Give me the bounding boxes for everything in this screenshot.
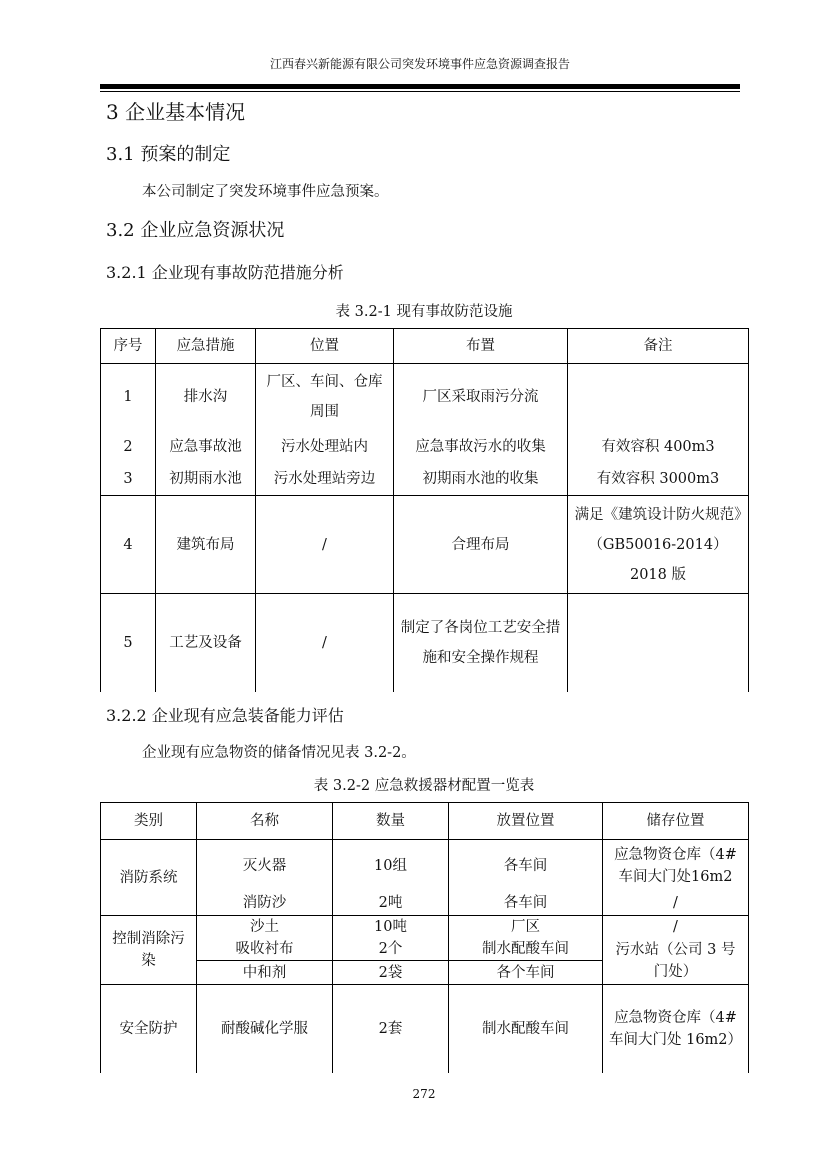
cell: 消防沙 — [197, 892, 333, 916]
cell: 污水处理站旁边 — [256, 464, 394, 496]
table-header-row — [101, 329, 749, 364]
table-row — [101, 916, 749, 939]
cell: 2袋 — [333, 961, 449, 985]
header-rule-thin — [100, 91, 740, 92]
section-3-2-2-heading: 3.2.2 企业现有应急装备能力评估 — [106, 706, 344, 725]
cell: 有效容积 3000m3 — [568, 464, 749, 496]
cell: / — [603, 892, 749, 916]
cell: 应急事故池 — [156, 430, 256, 464]
page-number: 272 — [412, 1087, 436, 1101]
col-header: 数量 — [333, 803, 449, 840]
section-3-2-2-text: 企业现有应急物资的储备情况见表 3.2-2。 — [142, 745, 416, 761]
cell: 各车间 — [449, 892, 603, 916]
cell: 2吨 — [333, 892, 449, 916]
cell: 应急物资仓库（4#车间大门处 16m2） — [603, 985, 749, 1073]
table-row — [101, 594, 749, 692]
cell: 4 — [101, 496, 156, 594]
cell: / — [603, 916, 749, 939]
group-cell: 控制消除污染 — [101, 916, 197, 985]
cell: 10组 — [333, 840, 449, 892]
cell: 各个车间 — [449, 961, 603, 985]
table-row — [101, 985, 749, 1073]
col-header: 位置 — [256, 329, 394, 364]
cell: 厂区、车间、仓库周围 — [256, 364, 394, 430]
cell: 厂区 — [449, 916, 603, 939]
cell: 2个 — [333, 938, 449, 961]
cell: 初期雨水池的收集 — [394, 464, 568, 496]
group-cell: 消防系统 — [101, 840, 197, 916]
cell: 工艺及设备 — [156, 594, 256, 692]
cell: 有效容积 400m3 — [568, 430, 749, 464]
cell: 污水站（公司 3 号门处） — [603, 938, 749, 985]
cell: 应急物资仓库（4#车间大门处16m2 — [603, 840, 749, 892]
cell: 10吨 — [333, 916, 449, 939]
accident-prevention-table — [100, 328, 749, 692]
table-row — [101, 892, 749, 916]
cell: 厂区采取雨污分流 — [394, 364, 568, 430]
group-cell: 安全防护 — [101, 985, 197, 1073]
page-header: 江西春兴新能源有限公司突发环境事件应急资源调查报告 — [269, 57, 570, 71]
table-row — [101, 496, 749, 594]
section-3-2-heading: 3.2 企业应急资源状况 — [106, 220, 285, 241]
cell: 耐酸碱化学服 — [197, 985, 333, 1073]
col-header: 备注 — [568, 329, 749, 364]
cell: 制水配酸车间 — [449, 938, 603, 961]
section-3-2-1-heading: 3.2.1 企业现有事故防范措施分析 — [106, 263, 344, 282]
cell: 污水处理站内 — [256, 430, 394, 464]
cell: 合理布局 — [394, 496, 568, 594]
table-row — [101, 840, 749, 892]
emergency-equipment-table — [100, 802, 749, 1073]
cell — [568, 364, 749, 430]
cell: 初期雨水池 — [156, 464, 256, 496]
col-header: 放置位置 — [449, 803, 603, 840]
col-header: 应急措施 — [156, 329, 256, 364]
table2-caption: 表 3.2-2 应急救援器材配置一览表 — [313, 778, 535, 794]
table-row — [101, 938, 749, 961]
cell: 应急事故污水的收集 — [394, 430, 568, 464]
table-row — [101, 430, 749, 464]
cell: 制定了各岗位工艺安全措施和安全操作规程 — [394, 594, 568, 692]
cell: 2 — [101, 430, 156, 464]
cell: 中和剂 — [197, 961, 333, 985]
table1-caption: 表 3.2-1 现有事故防范设施 — [335, 304, 513, 320]
section-3-heading: 3 企业基本情况 — [106, 100, 246, 124]
cell: 各车间 — [449, 840, 603, 892]
cell: 5 — [101, 594, 156, 692]
col-header: 名称 — [197, 803, 333, 840]
cell: 吸收衬布 — [197, 938, 333, 961]
cell — [568, 594, 749, 692]
table-row — [101, 364, 749, 430]
header-rule — [100, 84, 740, 89]
cell: 排水沟 — [156, 364, 256, 430]
col-header: 类别 — [101, 803, 197, 840]
col-header: 序号 — [101, 329, 156, 364]
cell: 制水配酸车间 — [449, 985, 603, 1073]
table-header-row — [101, 803, 749, 840]
cell: 建筑布局 — [156, 496, 256, 594]
cell: / — [256, 594, 394, 692]
section-3-1-heading: 3.1 预案的制定 — [106, 144, 231, 165]
cell: 2套 — [333, 985, 449, 1073]
cell: 灭火器 — [197, 840, 333, 892]
cell: 1 — [101, 364, 156, 430]
cell: 3 — [101, 464, 156, 496]
cell: / — [256, 496, 394, 594]
col-header: 储存位置 — [603, 803, 749, 840]
section-3-1-text: 本公司制定了突发环境事件应急预案。 — [142, 184, 389, 200]
table-row — [101, 464, 749, 496]
cell: 满足《建筑设计防火规范》（GB50016-2014）2018 版 — [568, 496, 749, 594]
col-header: 布置 — [394, 329, 568, 364]
cell: 沙土 — [197, 916, 333, 939]
